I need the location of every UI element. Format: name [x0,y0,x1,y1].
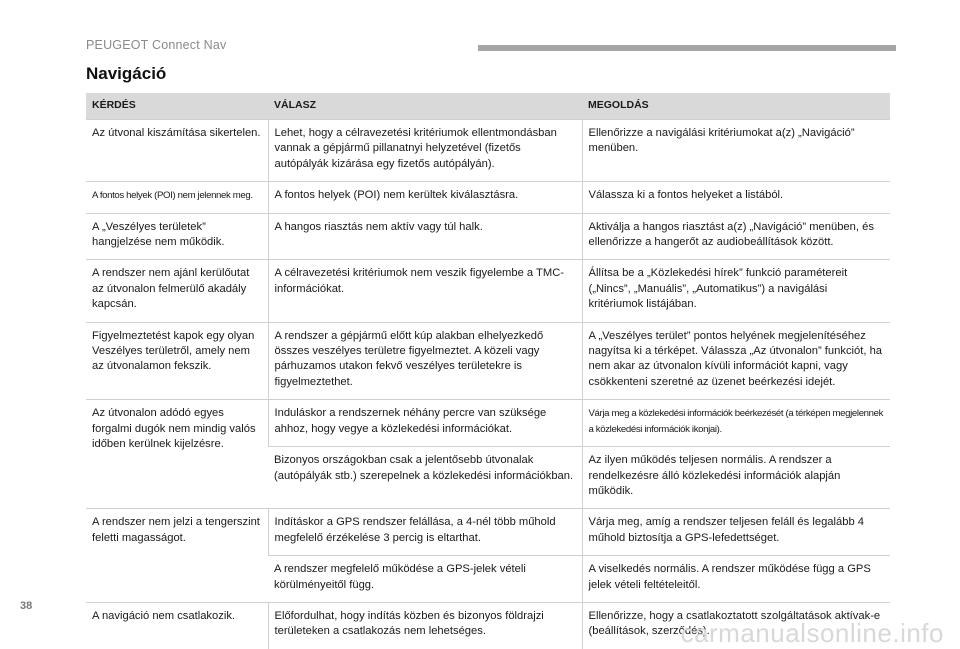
solution-cell: Ellenőrizze, hogy a csatlakoztatott szolgáltatások aktívak-e (beállítások, szerződés). [582,602,890,648]
page-title: Navigáció [86,64,167,83]
question-cell: Az útvonal kiszámítása sikertelen. [86,120,268,182]
table-row [86,260,890,322]
solution-cell: Várja meg, amíg a rendszer teljesen feláll és legalább 4 műhold biztosítja a GPS-lefedettséget. [582,509,890,556]
solution-cell: Ellenőrizze a navigálási kritériumokat a(z) „Navigáció” menüben. [582,120,890,182]
column-header-solution: MEGOLDÁS [582,93,890,120]
question-cell: Figyelmeztetést kapok egy olyan Veszélyes területről, amely nem az útvonalamon fekszik. [86,322,268,400]
question-cell: A „Veszélyes területek” hangjelzése nem működik. [86,213,268,260]
table-row [86,322,890,400]
solution-cell: Az ilyen működés teljesen normális. A rendszer a rendelkezésre álló közlekedési információk alapján működik. [582,447,890,509]
answer-cell: Bizonyos országokban csak a jelentősebb útvonalak (autópályák stb.) szerepelnek a közlekedési információkban. [268,447,582,509]
solution-cell: A „Veszélyes terület” pontos helyének megjelenítéséhez nagyítsa ki a térképet. Válassza „Az útvonalon” funkciót, ha nem akar az útvonalon kívüli információt kapni, vagy csökkenteni szeretné az üzenet beérkezési idejét. [582,322,890,400]
question-cell: Az útvonalon adódó egyes forgalmi dugók nem mindig valós időben kerülnek kijelzésre. [86,400,268,509]
answer-cell: Induláskor a rendszernek néhány percre van szüksége ahhoz, hogy vegye a közlekedési információkat. [268,400,582,447]
table-row [86,213,890,260]
question-cell: A fontos helyek (POI) nem jelennek meg. [86,182,268,213]
column-header-question: KÉRDÉS [86,93,268,120]
column-header-answer: VÁLASZ [268,93,582,120]
answer-cell: Lehet, hogy a célravezetési kritériumok ellentmondásban vannak a gépjármű pillanatnyi helyzetével (fizetős autópályák kizárása egy fizetős autópályán). [268,120,582,182]
solution-cell: Várja meg a közlekedési információk beérkezését (a térképen megjelennek a közlekedési információk ikonjai). [582,400,890,447]
answer-cell: A hangos riasztás nem aktív vagy túl halk. [268,213,582,260]
solution-cell: Aktiválja a hangos riasztást a(z) „Navigáció” menüben, és ellenőrizze a hangerőt az audiobeállítások között. [582,213,890,260]
brand-name: PEUGEOT Connect Nav [86,38,227,52]
question-cell: A rendszer nem jelzi a tengerszint feletti magasságot. [86,509,268,603]
answer-cell: Előfordulhat, hogy indítás közben és bizonyos földrajzi területeken a csatlakozás nem lehetséges. [268,602,582,648]
solution-cell: Állítsa be a „Közlekedési hírek” funkció paramétereit („Nincs”, „Manuális”, „Automatikus”) a navigálási kritériumok listájában. [582,260,890,322]
table-row [86,400,890,447]
header-bar [478,45,896,51]
watermark: carmanualsonline.info [680,618,944,648]
question-cell: A navigáció nem csatlakozik. [86,602,268,648]
table-row [86,182,890,213]
solution-cell: Válassza ki a fontos helyeket a listából. [582,182,890,213]
question-cell: A rendszer nem ajánl kerülőutat az útvonalon felmerülő akadály kapcsán. [86,260,268,322]
table-header-row [86,93,890,120]
page-number: 38 [20,600,33,612]
table-row [86,509,890,556]
solution-cell: A viselkedés normális. A rendszer működése függ a GPS jelek vételi feltételeitől. [582,556,890,603]
answer-cell: A rendszer megfelelő működése a GPS-jelek vételi körülményeitől függ. [268,556,582,603]
answer-cell: Indításkor a GPS rendszer felállása, a 4-nél több műhold megfelelő érzékelése 3 percig is eltarthat. [268,509,582,556]
answer-cell: A célravezetési kritériumok nem veszik figyelembe a TMC-információkat. [268,260,582,322]
answer-cell: A fontos helyek (POI) nem kerültek kiválasztásra. [268,182,582,213]
troubleshooting-table [86,93,890,649]
answer-cell: A rendszer a gépjármű előtt kúp alakban elhelyezkedő összes veszélyes területre figyelmeztet. A közeli vagy párhuzamos utakon fekvő veszélyes területekre is figyelmeztethet. [268,322,582,400]
table-row [86,120,890,182]
